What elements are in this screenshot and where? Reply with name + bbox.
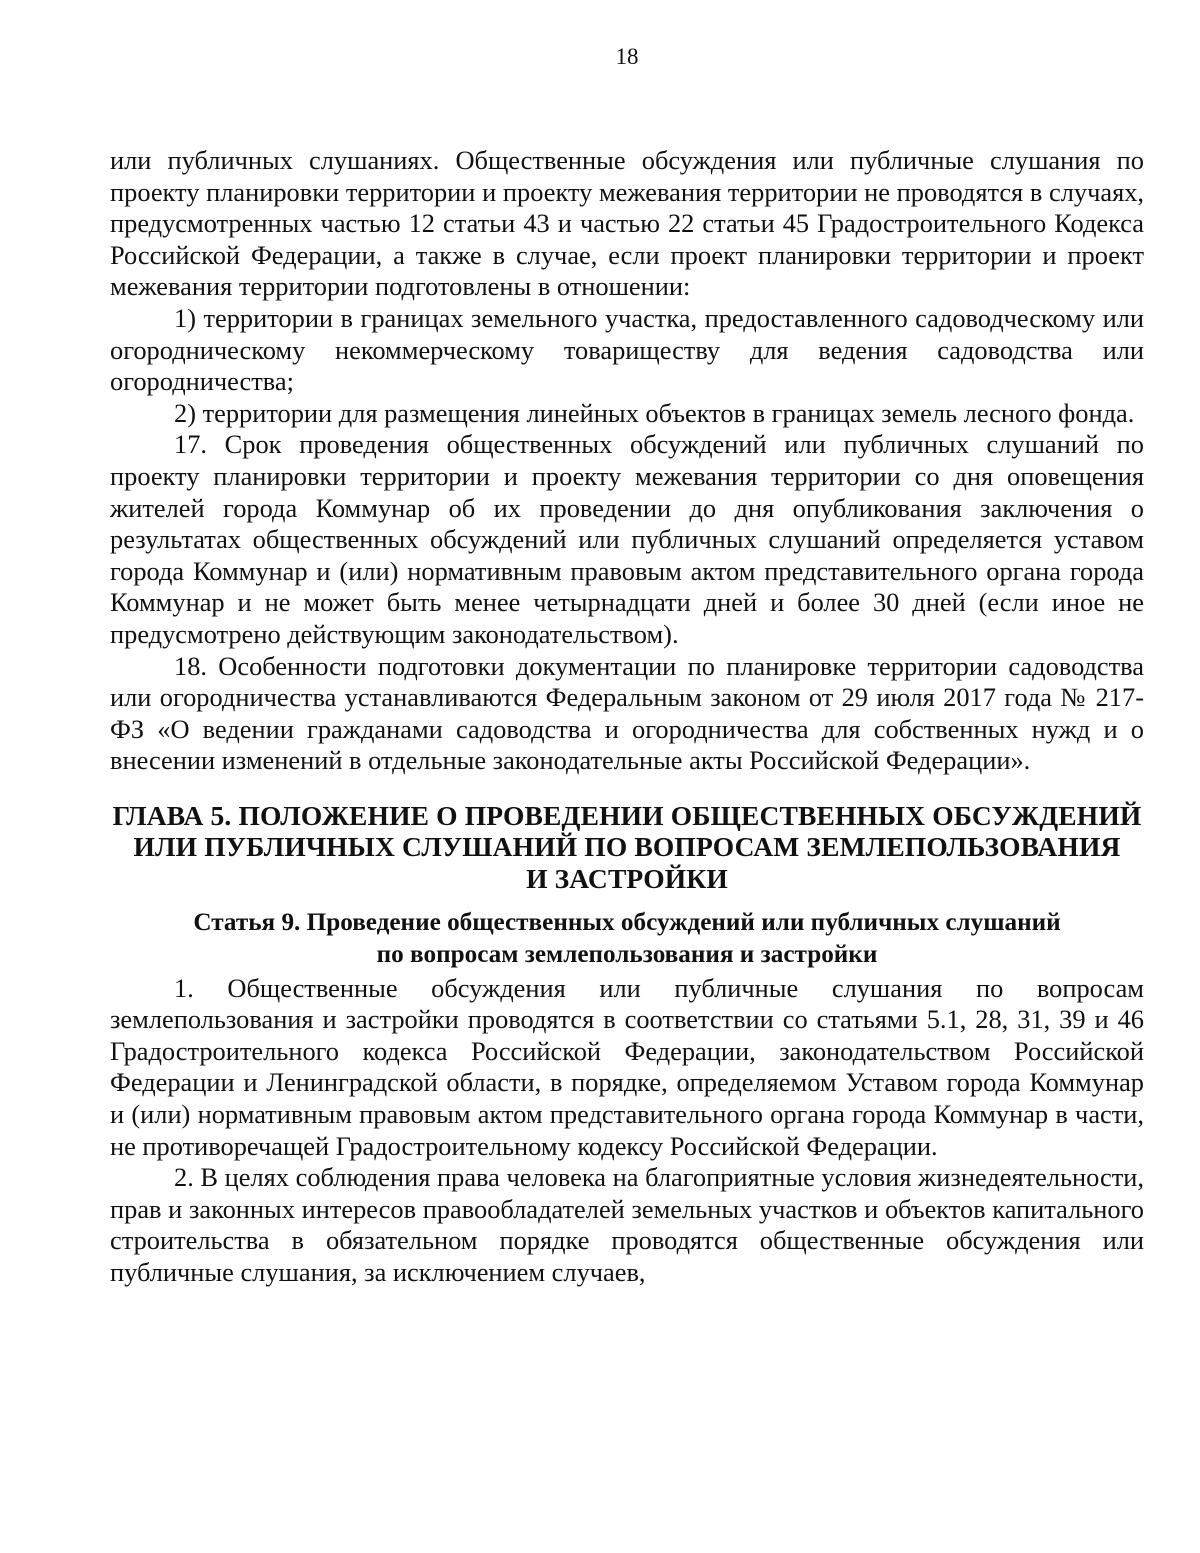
article-heading-line-2: по вопросам землепользования и застройки [376,940,878,968]
article-heading-line-1: Статья 9. Проведение общественных обсуждений или публичных слушаний [193,909,1061,937]
page-number: 18 [615,44,639,69]
document-body [110,145,1144,1289]
paragraph-continuation: или публичных слушаниях. Общественные обсуждения или публичные слушания по проекту планировки территории и проекту межевания территории не проводятся в случаях, предусмотренных частью 12 статьи 43 и частью 22 статьи 45 Градостроительного Кодекса Российской Федерации, а также в случае, если проект планировки территории и проект межевания территории подготовлены в отношении: [110,145,1144,302]
article-heading [110,907,1144,971]
chapter-heading-line-1: ГЛАВА 5. ПОЛОЖЕНИЕ О ПРОВЕДЕНИИ ОБЩЕСТВЕННЫХ ОБСУЖДЕНИЙ [112,799,1142,831]
paragraph-18: 18. Особенности подготовки документации по планировке территории садоводства или огородничества устанавливаются Федеральным законом от 29 июля 2017 года № 217-ФЗ «О ведении гражданами садоводства и огородничества для собственных нужд и о внесении изменений в отдельные законодательные акты Российской Федерации». [110,650,1144,776]
article-9-paragraph-1: 1. Общественные обсуждения или публичные слушания по вопросам землепользования и застройки проводятся в соответствии со статьями 5.1, 28, 31, 39 и 46 Градостроительного кодекса Российской Федерации, законодательством Российской Федерации и Ленинградской области, в порядке, определяемом Уставом города Коммунар и (или) нормативным правовым актом представительного органа города Коммунар в части, не противоречащей Градостроительному кодексу Российской Федерации. [110,972,1144,1161]
list-item-2: 2) территории для размещения линейных объектов в границах земель лесного фонда. [174,397,1135,428]
document-page [110,0,1144,1553]
chapter-heading [110,800,1144,894]
chapter-heading-line-3: И ЗАСТРОЙКИ [526,862,728,894]
list-item-1: 1) территории в границах земельного участка, предоставленного садоводческому или огородническому некоммерческому товариществу для ведения садоводства или огородничества; [110,302,1144,397]
article-9-paragraph-2: 2. В целях соблюдения права человека на благоприятные условия жизнедеятельности, прав и законных интересов правообладателей земельных участков и объектов капитального строительства в обязательном порядке проводятся общественные обсуждения или публичные слушания, за исключением случаев, [110,1162,1144,1288]
chapter-heading-line-2: ИЛИ ПУБЛИЧНЫХ СЛУШАНИЙ ПО ВОПРОСАМ ЗЕМЛЕПОЛЬЗОВАНИЯ [133,831,1121,863]
paragraph-17: 17. Срок проведения общественных обсуждений или публичных слушаний по проекту планировки территории и проекту межевания территории со дня оповещения жителей города Коммунар об их проведении до дня опубликования заключения о результатах общественных обсуждений или публичных слушаний определяется уставом города Коммунар и (или) нормативным правовым актом представительного органа города Коммунар и не может быть менее четырнадцати дней и более 30 дней (если иное не предусмотрено действующим законодательством). [110,429,1144,649]
